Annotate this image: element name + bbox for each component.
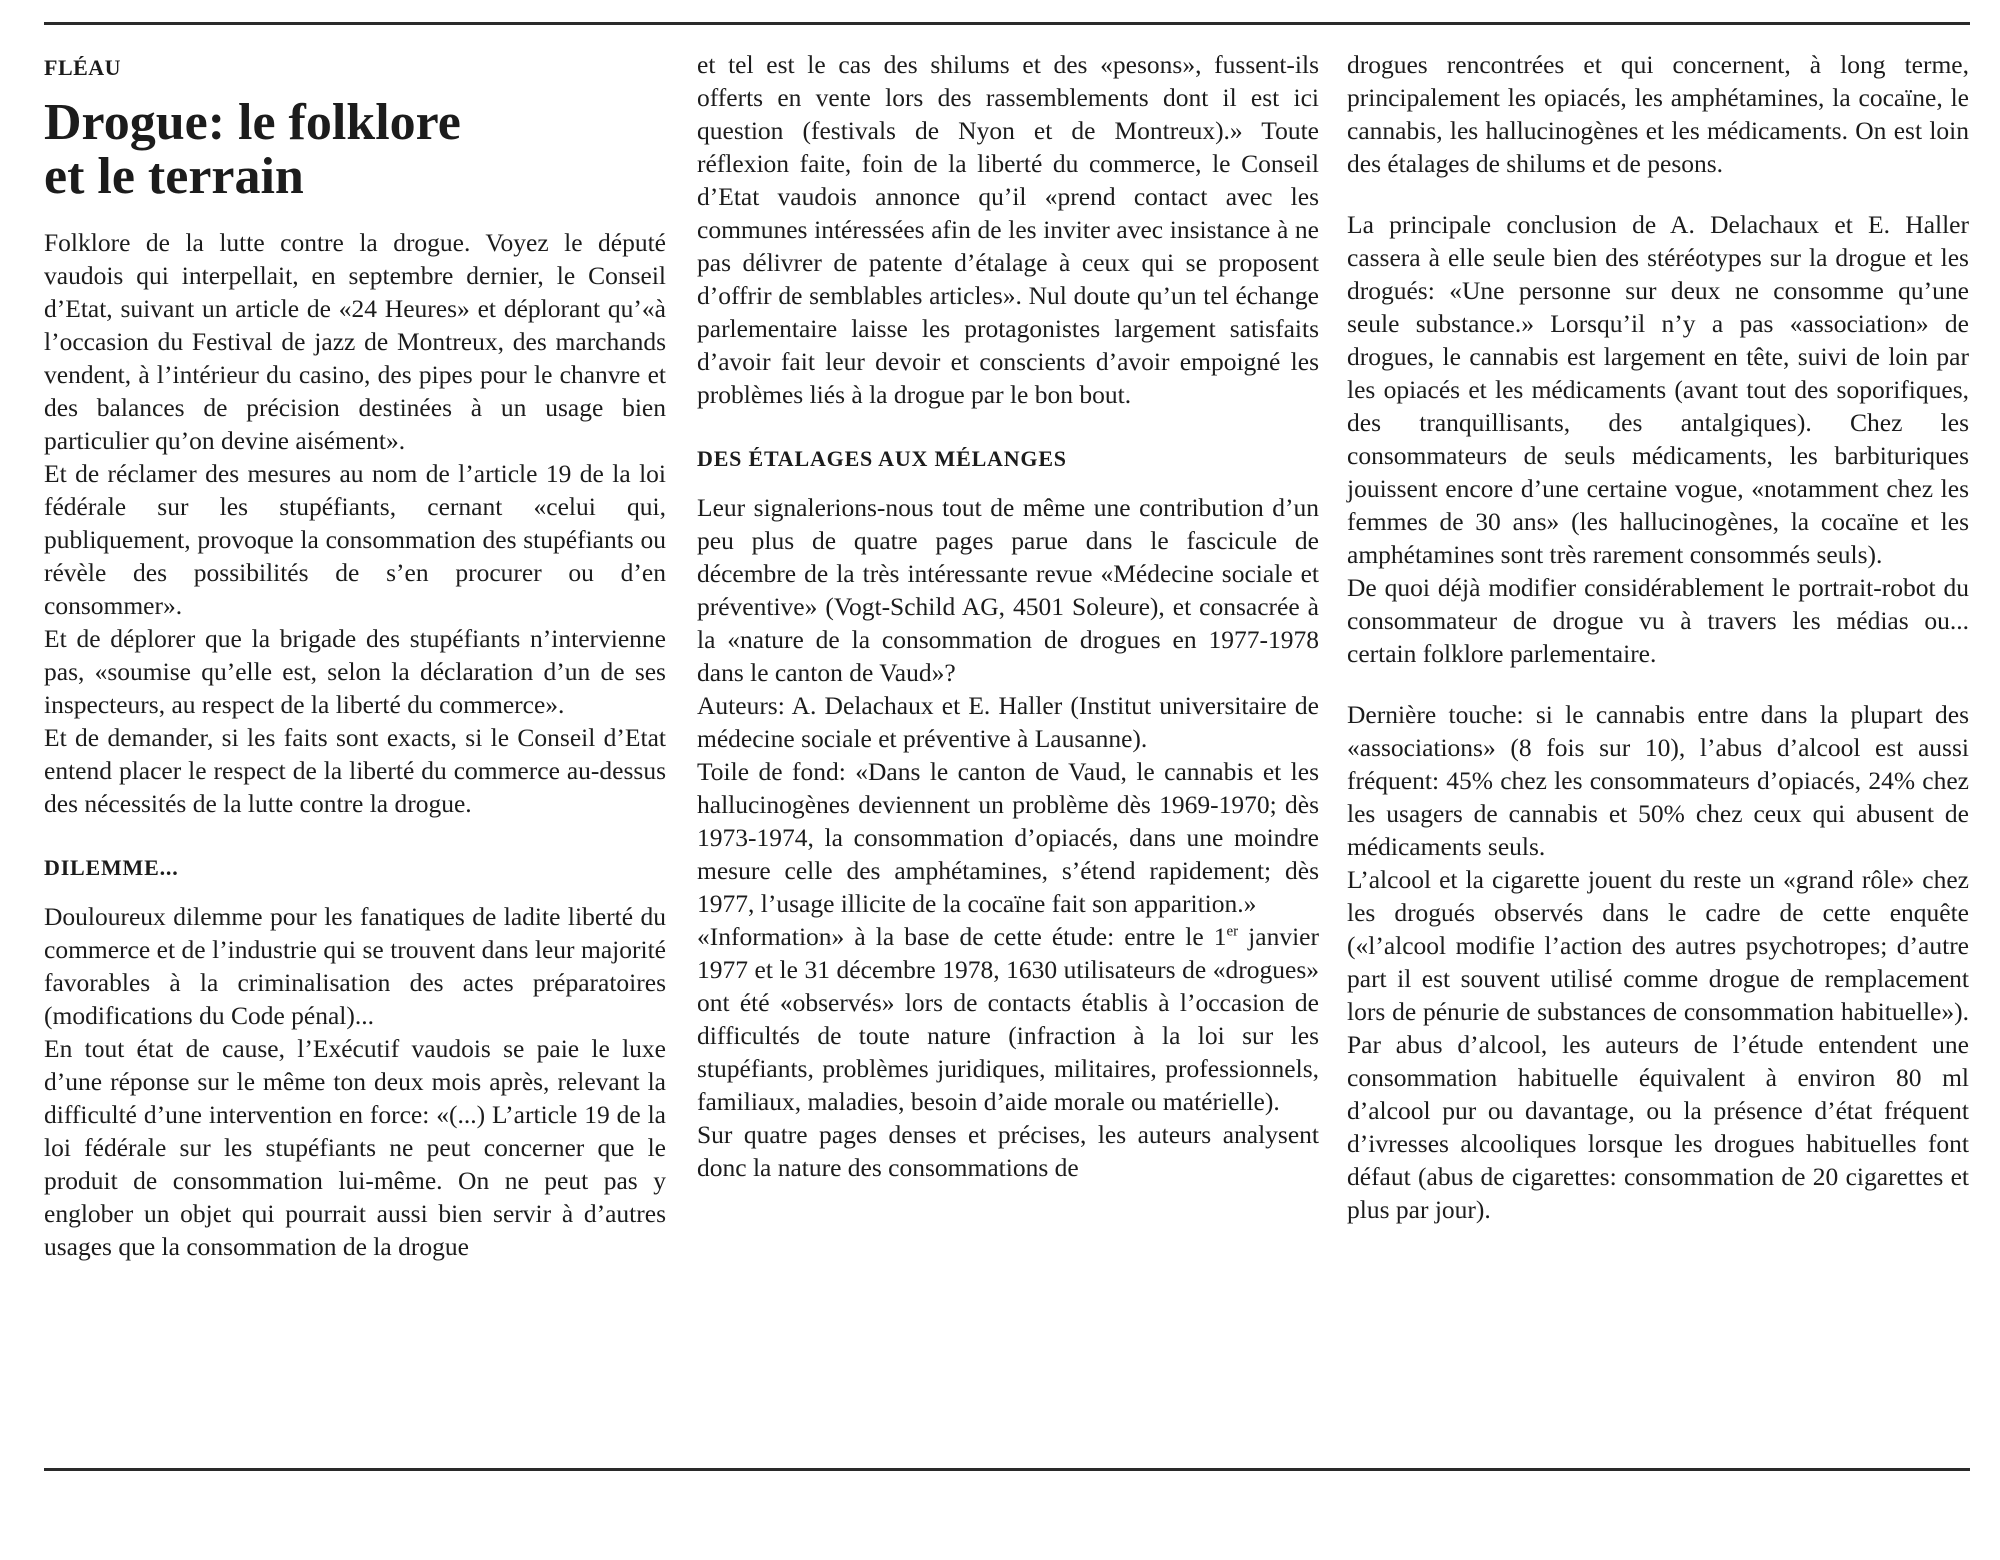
paragraph: Folklore de la lutte contre la drogue. Voyez le député vaudois qui interpellait, en septembre dernier, le Conseil d’Etat, suivant un article de «24 Heures» et déplorant qu’«à l’occasion du Festival de jazz de Montreux, des marchands vendent, à l’intérieur du casino, des pipes pour le chanvre et des balances de précision destinées à un usage bien particulier qu’on devine aisément». xyxy=(44,228,666,455)
text-run: janvier 1977 et le 31 décembre 1978, 1630 utilisateurs de «drogues» ont été «observés» lors de contacts établis à l’occasion de difficultés de toute nature (infraction à la loi sur les stupéfiants, problèmes juridiques, militaires, professionnels, familiaux, maladies, besoin d’aide morale ou matérielle). xyxy=(697,922,1319,1116)
paragraph xyxy=(697,920,1319,1118)
paragraph: De quoi déjà modifier considérablement le portrait-robot du consommateur de drogue vu à travers les médias ou... certain folklore parlementaire. xyxy=(1347,573,1969,668)
paragraph: Et de demander, si les faits sont exacts, si le Conseil d’Etat entend placer le respect de la liberté du commerce au-dessus des nécessités de la lutte contre la drogue. xyxy=(44,723,666,818)
bottom-rule xyxy=(44,1468,1970,1471)
paragraph: et tel est le cas des shilums et des «pesons», fussent-ils offerts en vente lors des rassemblements dont il est ici question (festivals de Nyon et de Montreux).» Toute réflexion faite, foin de la liberté du commerce, le Conseil d’Etat vaudois annonce qu’il «prend contact avec les communes intéressées afin de les inviter avec insistance à ne pas délivrer de patente d’étalage à ceux qui se proposent d’offrir de semblables articles». Nul doute qu’un tel échange parlementaire laisse les protagonistes largement satisfaits d’avoir fait leur devoir et conscients d’avoir empoigné les problèmes liés à la drogue par le bon bout. xyxy=(697,50,1319,409)
paragraph: La principale conclusion de A. Delachaux et E. Haller cassera à elle seule bien des stéréotypes sur la drogue et les drogués: «Une personne sur deux ne consomme qu’une seule substance.» Lorsqu’il n’y a pas «association» de drogues, le cannabis est largement en tête, suivi de loin par les opiacés et les médicaments (avant tout des soporifiques, des tranquillisants, des antalgiques). Chez les consommateurs de seuls médicaments, les barbituriques jouissent encore d’une certaine vogue, «notamment chez les femmes de 30 ans» (les hallucinogènes, la cocaïne et les amphétamines sont très rarement consommés seuls). xyxy=(1347,210,1969,569)
paragraph: Et de réclamer des mesures au nom de l’article 19 de la loi fédérale sur les stupéfiants, cernant «celui qui, publiquement, provoque la consommation des stupéfiants ou révèle des possibilités de s’en procurer ou d’en consommer». xyxy=(44,459,666,620)
paragraph: drogues rencontrées et qui concernent, à long terme, principalement les opiacés, les amphétamines, la cocaïne, le cannabis, les hallucinogènes et les médicaments. On est loin des étalages de shilums et de pesons. xyxy=(1347,50,1969,178)
paragraph: Douloureux dilemme pour les fanatiques de ladite liberté du commerce et de l’industrie qui se trouvent dans leur majorité favorables à la criminalisation des actes préparatoires (modifications du Code pénal)... xyxy=(44,902,666,1030)
text-run: «Information» à la base de cette étude: entre le 1 xyxy=(697,922,1227,951)
column-2 xyxy=(697,48,1319,1184)
column-1 xyxy=(44,48,666,1263)
subheading-dilemme: DILEMME... xyxy=(44,855,179,880)
headline xyxy=(44,96,666,204)
headline-line-2: et le terrain xyxy=(44,148,304,205)
ordinal-superscript: er xyxy=(1226,923,1239,940)
paragraph: Dernière touche: si le cannabis entre dans la plupart des «associations» (8 fois sur 10), l’abus d’alcool est aussi fréquent: 45% chez les consommateurs d’opiacés, 24% chez les usagers de cannabis et 50% chez ceux qui abusent de médicaments seuls. xyxy=(1347,700,1969,861)
paragraph: L’alcool et la cigarette jouent du reste un «grand rôle» chez les drogués observés dans le cadre de cette enquête («l’alcool modifie l’action des autres psychotropes; d’autre part il est souvent utilisé comme drogue de remplacement lors de pénurie de substances de consommation habituelle»). Par abus d’alcool, les auteurs de l’étude entendent une consommation habituelle équivalent à environ 80 ml d’alcool pur ou davantage, ou la présence d’état fréquent d’ivresses alcooliques lorsque les drogues habituelles font défaut (abus de cigarettes: consommation de 20 cigarettes et plus par jour). xyxy=(1347,865,1969,1224)
kicker: FLÉAU xyxy=(44,55,122,80)
paragraph: Sur quatre pages denses et précises, les auteurs analysent donc la nature des consommations de xyxy=(697,1120,1319,1182)
paragraph: Toile de fond: «Dans le canton de Vaud, le cannabis et les hallucinogènes deviennent un problème dès 1969-1970; dès 1973-1974, la consommation d’opiacés, dans une moindre mesure celle des amphétamines, s’étend rapidement; dès 1977, l’usage illicite de la cocaïne fait son apparition.» xyxy=(697,757,1319,918)
paragraph: En tout état de cause, l’Exécutif vaudois se paie le luxe d’une réponse sur le même ton deux mois après, relevant la difficulté d’une intervention en force: «(...) L’article 19 de la loi fédérale sur les stupéfiants ne peut concerner que le produit de consommation lui-même. On ne peut pas y englober un objet qui pourrait aussi bien servir à d’autres usages que la consommation de la drogue xyxy=(44,1034,666,1261)
paragraph: Auteurs: A. Delachaux et E. Haller (Institut universitaire de médecine sociale et préventive à Lausanne). xyxy=(697,691,1319,753)
headline-line-1: Drogue: le folklore xyxy=(44,94,461,151)
column-3 xyxy=(1347,48,1969,1226)
subheading-etalages: DES ÉTALAGES AUX MÉLANGES xyxy=(697,446,1067,471)
paragraph: Et de déplorer que la brigade des stupéfiants n’intervienne pas, «soumise qu’elle est, selon la déclaration d’un de ses inspecteurs, au respect de la liberté du commerce». xyxy=(44,624,666,719)
paragraph: Leur signalerions-nous tout de même une contribution d’un peu plus de quatre pages parue dans le fascicule de décembre de la très intéressante revue «Médecine sociale et préventive» (Vogt-Schild AG, 4501 Soleure), et consacrée à la «nature de la consommation de drogues en 1977-1978 dans le canton de Vaud»? xyxy=(697,493,1319,687)
top-rule xyxy=(44,22,1970,25)
